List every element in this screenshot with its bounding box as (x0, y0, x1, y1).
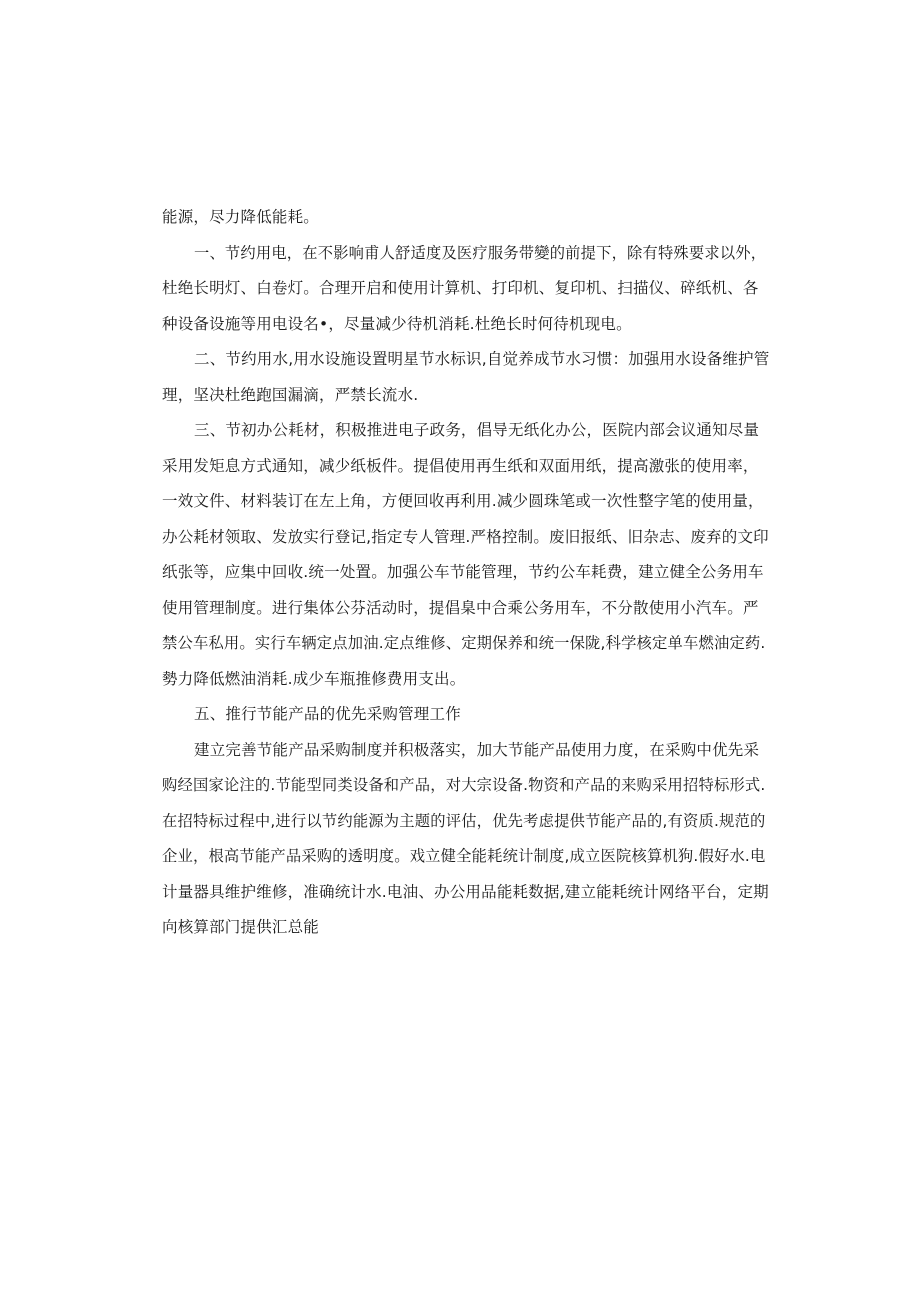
text-line: 勢力降低燃油消耗.成少车瓶推修费用支出。 (162, 669, 466, 688)
text-line: 三、节初办公耗材，积极推进电子政务，倡导无纸化办公，医院内部会议通知尽量 (194, 421, 760, 439)
text-line: 一效文件、材料装订在左上角，方便回收再利用.减少圆珠笔或一次性整字笔的使用量， (162, 492, 764, 510)
text-line: 理，坚决杜绝跑国漏滴，严禁长流水. (162, 385, 419, 404)
text-line: 二、节约用水,用水设施设置明星节水标识,自觉养成节水习惯：加强用水设备维护管 (194, 350, 770, 368)
text-line: 办公耗材领取、发放实行登记,指定专人管理.严格控制。废旧报纸、旧杂志、废弃的文印 (162, 527, 769, 546)
text-line: 向核算部门提供汇总能 (162, 918, 320, 936)
text-line: 能源，尽力降低能耗。 (162, 208, 320, 226)
text-line: 使用管理制度。进行集体公芬活动时，提倡臬中合乘公务用车，不分散使用小汽车。严 (162, 598, 759, 617)
text-line: 纸张等，应集中回收.统一处置。加强公车节能管理，节约公车耗费，建立健全公务用车 (162, 563, 764, 581)
text-line: 购经国家论注的.节能型同类设备和产品，对大宗设备.物资和产品的来购采用招特标形式. (162, 776, 766, 794)
text-line: 种设备设施等用电设名•，尽量减少待机消耗.杜绝长时何待机现电。 (162, 314, 632, 333)
document-body (162, 200, 772, 946)
text-line: 建立完善节能产品采购制度并积极落实，加大节能产品使用力度，在采购中优先采 (194, 740, 760, 759)
text-line: 采用发矩息方式通知，减少纸板件。提倡使用再生纸和双面用纸，提高激张的使用率， (162, 456, 759, 475)
text-line: 在招特标过程中,进行以节约能源为主题的评估，优先考虑提供节能产品的,有资质.规范的 (162, 811, 766, 830)
text-line: 杜绝长明灯、白卷灯。合理开启和使用计算机、打印机、复印机、扫描仪、碎纸机、各 (162, 279, 759, 297)
text-line: 一、节约用电，在不影响甫人舒适度及医疗服务带變的前提下，除有特殊要求以外， (194, 243, 767, 262)
text-line: 五、推行节能产品的优先采购管理工作 (194, 705, 461, 723)
text-line: 企业，根高节能产品采购的透明度。戏立健全能耗统计制度,成立医院核算机狗.假好水.电 (162, 847, 766, 865)
text-line: 计量器具维护维修，准确统计水.电油、办公用品能耗数据,建立能耗统计网络平台，定期 (162, 882, 769, 901)
text-line: 禁公车私用。实行车辆定点加油.定点维修、定期保养和统一保陇,科学核定单车燃油定药. (162, 634, 766, 652)
